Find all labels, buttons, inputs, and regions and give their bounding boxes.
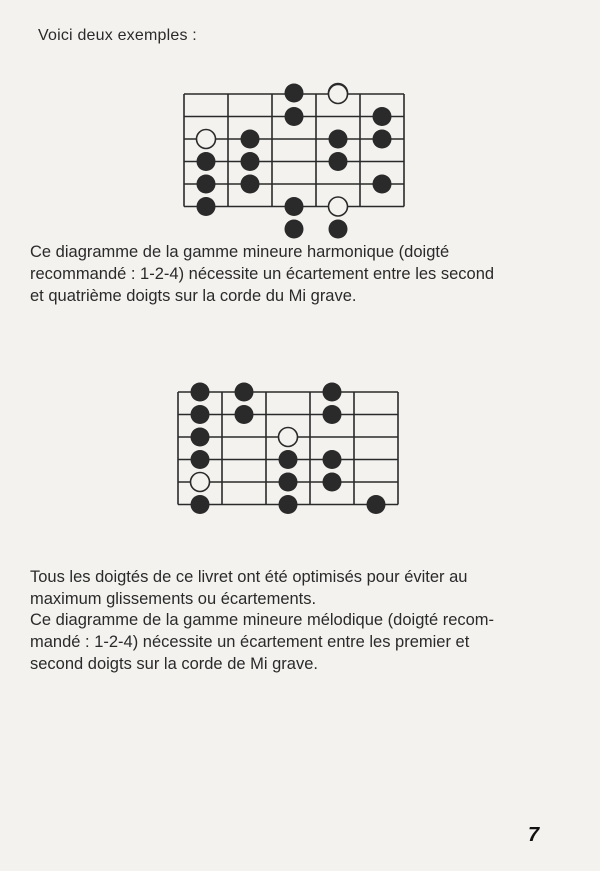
open-dot xyxy=(279,428,298,447)
finger-dot xyxy=(285,197,304,216)
finger-dot xyxy=(329,152,348,171)
paragraph-line: et quatrième doigts sur la corde du Mi grave. xyxy=(30,287,357,305)
finger-dot xyxy=(323,450,342,469)
open-dot xyxy=(329,85,348,104)
finger-dot xyxy=(279,473,298,492)
paragraph-line: recommandé : 1-2-4) nécessite un écartement entre les second xyxy=(30,265,495,283)
paragraph-line: Ce diagramme de la gamme mineure mélodique (doigté recom- xyxy=(30,611,495,629)
harmonic-minor-paragraph xyxy=(30,241,556,307)
finger-dot xyxy=(191,450,210,469)
paragraph-line: maximum glissements ou écartements. xyxy=(30,590,317,608)
finger-dot xyxy=(191,428,210,447)
finger-dot xyxy=(191,383,210,402)
finger-dot xyxy=(373,175,392,194)
finger-dot xyxy=(235,405,254,424)
finger-dot xyxy=(197,152,216,171)
finger-dot xyxy=(373,107,392,126)
paragraph-line: mandé : 1-2-4) nécessite un écartement entre les premier et xyxy=(30,633,470,651)
finger-dot xyxy=(373,130,392,149)
paragraph-line: second doigts sur la corde de Mi grave. xyxy=(30,655,318,673)
finger-dot xyxy=(241,175,260,194)
paragraph-line: Tous les doigtés de ce livret ont été optimisés pour éviter au xyxy=(30,568,468,586)
finger-dot xyxy=(191,495,210,514)
finger-dot xyxy=(329,130,348,149)
finger-dot xyxy=(279,450,298,469)
finger-dot xyxy=(191,405,210,424)
melodic-minor-fretboard-diagram xyxy=(170,380,410,520)
finger-dot xyxy=(197,197,216,216)
fingerings-paragraph xyxy=(30,566,550,610)
finger-dot xyxy=(367,495,386,514)
open-dot xyxy=(191,473,210,492)
finger-dot xyxy=(241,152,260,171)
finger-dot xyxy=(323,405,342,424)
finger-dot xyxy=(323,473,342,492)
paragraph-line: Ce diagramme de la gamme mineure harmonique (doigté xyxy=(30,243,450,261)
page-number: 7 xyxy=(528,824,540,846)
open-dot xyxy=(329,197,348,216)
finger-dot xyxy=(285,84,304,103)
finger-dot xyxy=(329,220,348,239)
finger-dot xyxy=(279,495,298,514)
finger-dot xyxy=(285,107,304,126)
finger-dot xyxy=(285,220,304,239)
finger-dot xyxy=(235,383,254,402)
finger-dot xyxy=(323,383,342,402)
intro-text: Voici deux exemples : xyxy=(38,27,197,44)
finger-dot xyxy=(197,175,216,194)
melodic-minor-paragraph xyxy=(30,609,550,675)
harmonic-minor-fretboard-diagram xyxy=(170,80,410,220)
finger-dot xyxy=(241,130,260,149)
open-dot xyxy=(197,130,216,149)
